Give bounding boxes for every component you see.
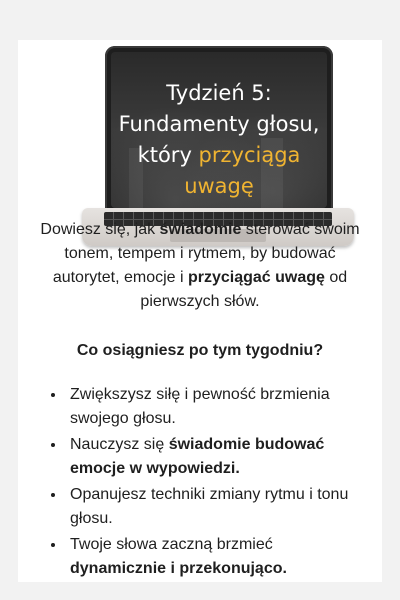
list-item-text: Opanujesz techniki zmiany rytmu i tonu głosu. [70, 486, 349, 527]
list-item [66, 533, 368, 581]
list-item [66, 433, 368, 481]
list-item-text: Twoje słowa zaczną brzmieć [70, 536, 273, 553]
benefits-list [46, 383, 368, 583]
laptop-illustration [82, 46, 354, 246]
intro-paragraph [34, 218, 366, 314]
screen-title-accent: przyciąga uwagę [184, 143, 301, 198]
intro-bold: przyciągać uwagę [187, 269, 325, 286]
section-question: Co osiągniesz po tym tygodniu? [76, 342, 324, 359]
screen-title-line3 [111, 140, 327, 202]
list-item [66, 383, 368, 431]
intro-text: sterować swoim tonem, tempem i rytmem, by budować autorytet, emocje i [52, 221, 360, 286]
screen-title-line1: Tydzień 5: [166, 81, 272, 105]
intro-text: od pierwszych słów. [140, 269, 348, 310]
intro-bold: świadomie [159, 221, 242, 238]
laptop-lid [105, 46, 333, 212]
screen-title [111, 78, 327, 202]
screen-title-line3-plain: który [137, 143, 199, 167]
laptop-screen [111, 52, 327, 208]
list-item-text: Zwiększysz siłę i pewność brzmienia swojego głosu. [70, 386, 330, 427]
intro-text: Dowiesz się, jak [40, 221, 160, 238]
screen-title-line2: Fundamenty głosu, [118, 112, 320, 136]
list-item-text: Nauczysz się [70, 436, 169, 453]
list-item [66, 483, 368, 531]
list-item-bold: dynamicznie i przekonująco. [70, 560, 287, 577]
content-card [18, 40, 382, 582]
list-item-bold: świadomie budować emocje w wypowiedzi. [70, 436, 325, 477]
